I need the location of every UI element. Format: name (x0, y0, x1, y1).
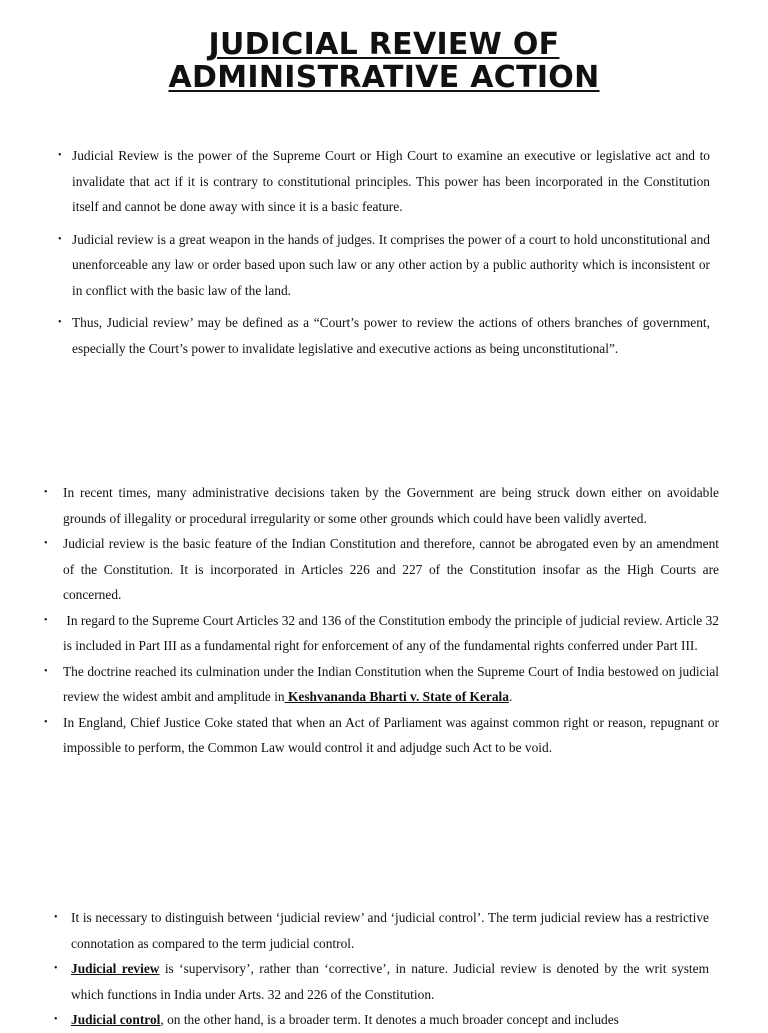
bullet-icon: • (44, 665, 48, 677)
bullet-icon: • (58, 150, 62, 161)
list-item-text: In regard to the Supreme Court Articles 32 and 136 of the Constitution embody the principle of judicial review. Article 32 is included in Part III as a fundamental right for enforcement of any of the fundamental rights conferred under Part III. (63, 612, 723, 653)
bullet-icon: • (54, 963, 58, 974)
term-judicial-control: Judicial control (71, 1012, 161, 1027)
bullet-icon: • (44, 487, 48, 498)
list-item (54, 1007, 709, 1033)
list-item (58, 143, 710, 220)
list-item-text: is ‘supervisory’, rather than ‘corrective’, in nature. Judicial review is denoted by the writ system which functions in India under Arts. 32 and 226 of the Constitution. (71, 961, 713, 1002)
case-citation: Keshvananda Bharti v. State of Kerala (284, 689, 509, 704)
list-item (44, 659, 719, 710)
context-bullet-list (44, 480, 723, 761)
list-item-text: In England, Chief Justice Coke stated that when an Act of Parliament was against common right or reason, repugnant or impossible to perform, the Common Law would control it and adjudge such Act to be void. (63, 714, 719, 755)
list-item-text: Thus, Judicial review’ may be defined as a “Court’s power to review the actions of others branches of government, especially the Court’s power to invalidate legislative and executive actions as being unconstitutional”. (72, 315, 710, 356)
bullet-icon: • (44, 614, 48, 626)
list-item (44, 710, 719, 761)
list-item-text: Judicial review is the basic feature of the Indian Constitution and therefore, cannot be abrogated even by an amendment of the Constitution. It is incorporated in Articles 226 and 227 of the Constitution insofar as the High Courts are concerned. (63, 536, 719, 602)
title-line-2: ADMINISTRATIVE ACTION (168, 60, 600, 95)
intro-bullet-list (58, 143, 710, 368)
bullet-icon: • (54, 1014, 58, 1025)
list-item-text: Judicial review is a great weapon in the hands of judges. It comprises the power of a court to hold unconstitutional and unenforceable any law or order based upon such law or any other action by a public authority which is inconsistent or in conflict with the basic law of the land. (72, 231, 710, 298)
list-item-text: It is necessary to distinguish between ‘judicial review’ and ‘judicial control’. The term judicial review has a restrictive connotation as compared to the term judicial control. (71, 910, 709, 951)
list-item (54, 905, 709, 956)
list-item-text: , on the other hand, is a broader term. It denotes a much broader concept and includes (160, 1012, 619, 1027)
list-item-text: In recent times, many administrative decisions taken by the Government are being struck down either on avoidable grounds of illegality or procedural irregularity or some other grounds which could have been validly averted. (63, 485, 719, 526)
list-item-text: Judicial Review is the power of the Supreme Court or High Court to examine an executive or legislative act and to invalidate that act if it is contrary to constitutional principles. This power has been incorporated in the Constitution itself and cannot be done away with since it is a basic feature. (72, 148, 710, 214)
list-item-text: The doctrine reached its culmination under the Indian Constitution when the Supreme Court of India bestowed on judicial review the widest ambit and amplitude in (63, 663, 719, 704)
title-line-1: JUDICIAL REVIEW OF (208, 27, 560, 62)
list-item (54, 956, 713, 1007)
bullet-icon: • (44, 538, 48, 549)
term-judicial-review: Judicial review (71, 961, 160, 976)
bullet-icon: • (58, 233, 62, 245)
bullet-icon: • (58, 317, 62, 328)
list-item (44, 480, 719, 531)
list-item (44, 531, 719, 608)
list-item (58, 310, 710, 361)
bullet-icon: • (44, 716, 48, 728)
bullet-icon: • (54, 912, 58, 923)
list-item (44, 608, 723, 659)
document-title (0, 28, 768, 94)
list-item (58, 227, 710, 304)
distinction-bullet-list (54, 905, 713, 1033)
list-item-end: . (508, 689, 513, 704)
